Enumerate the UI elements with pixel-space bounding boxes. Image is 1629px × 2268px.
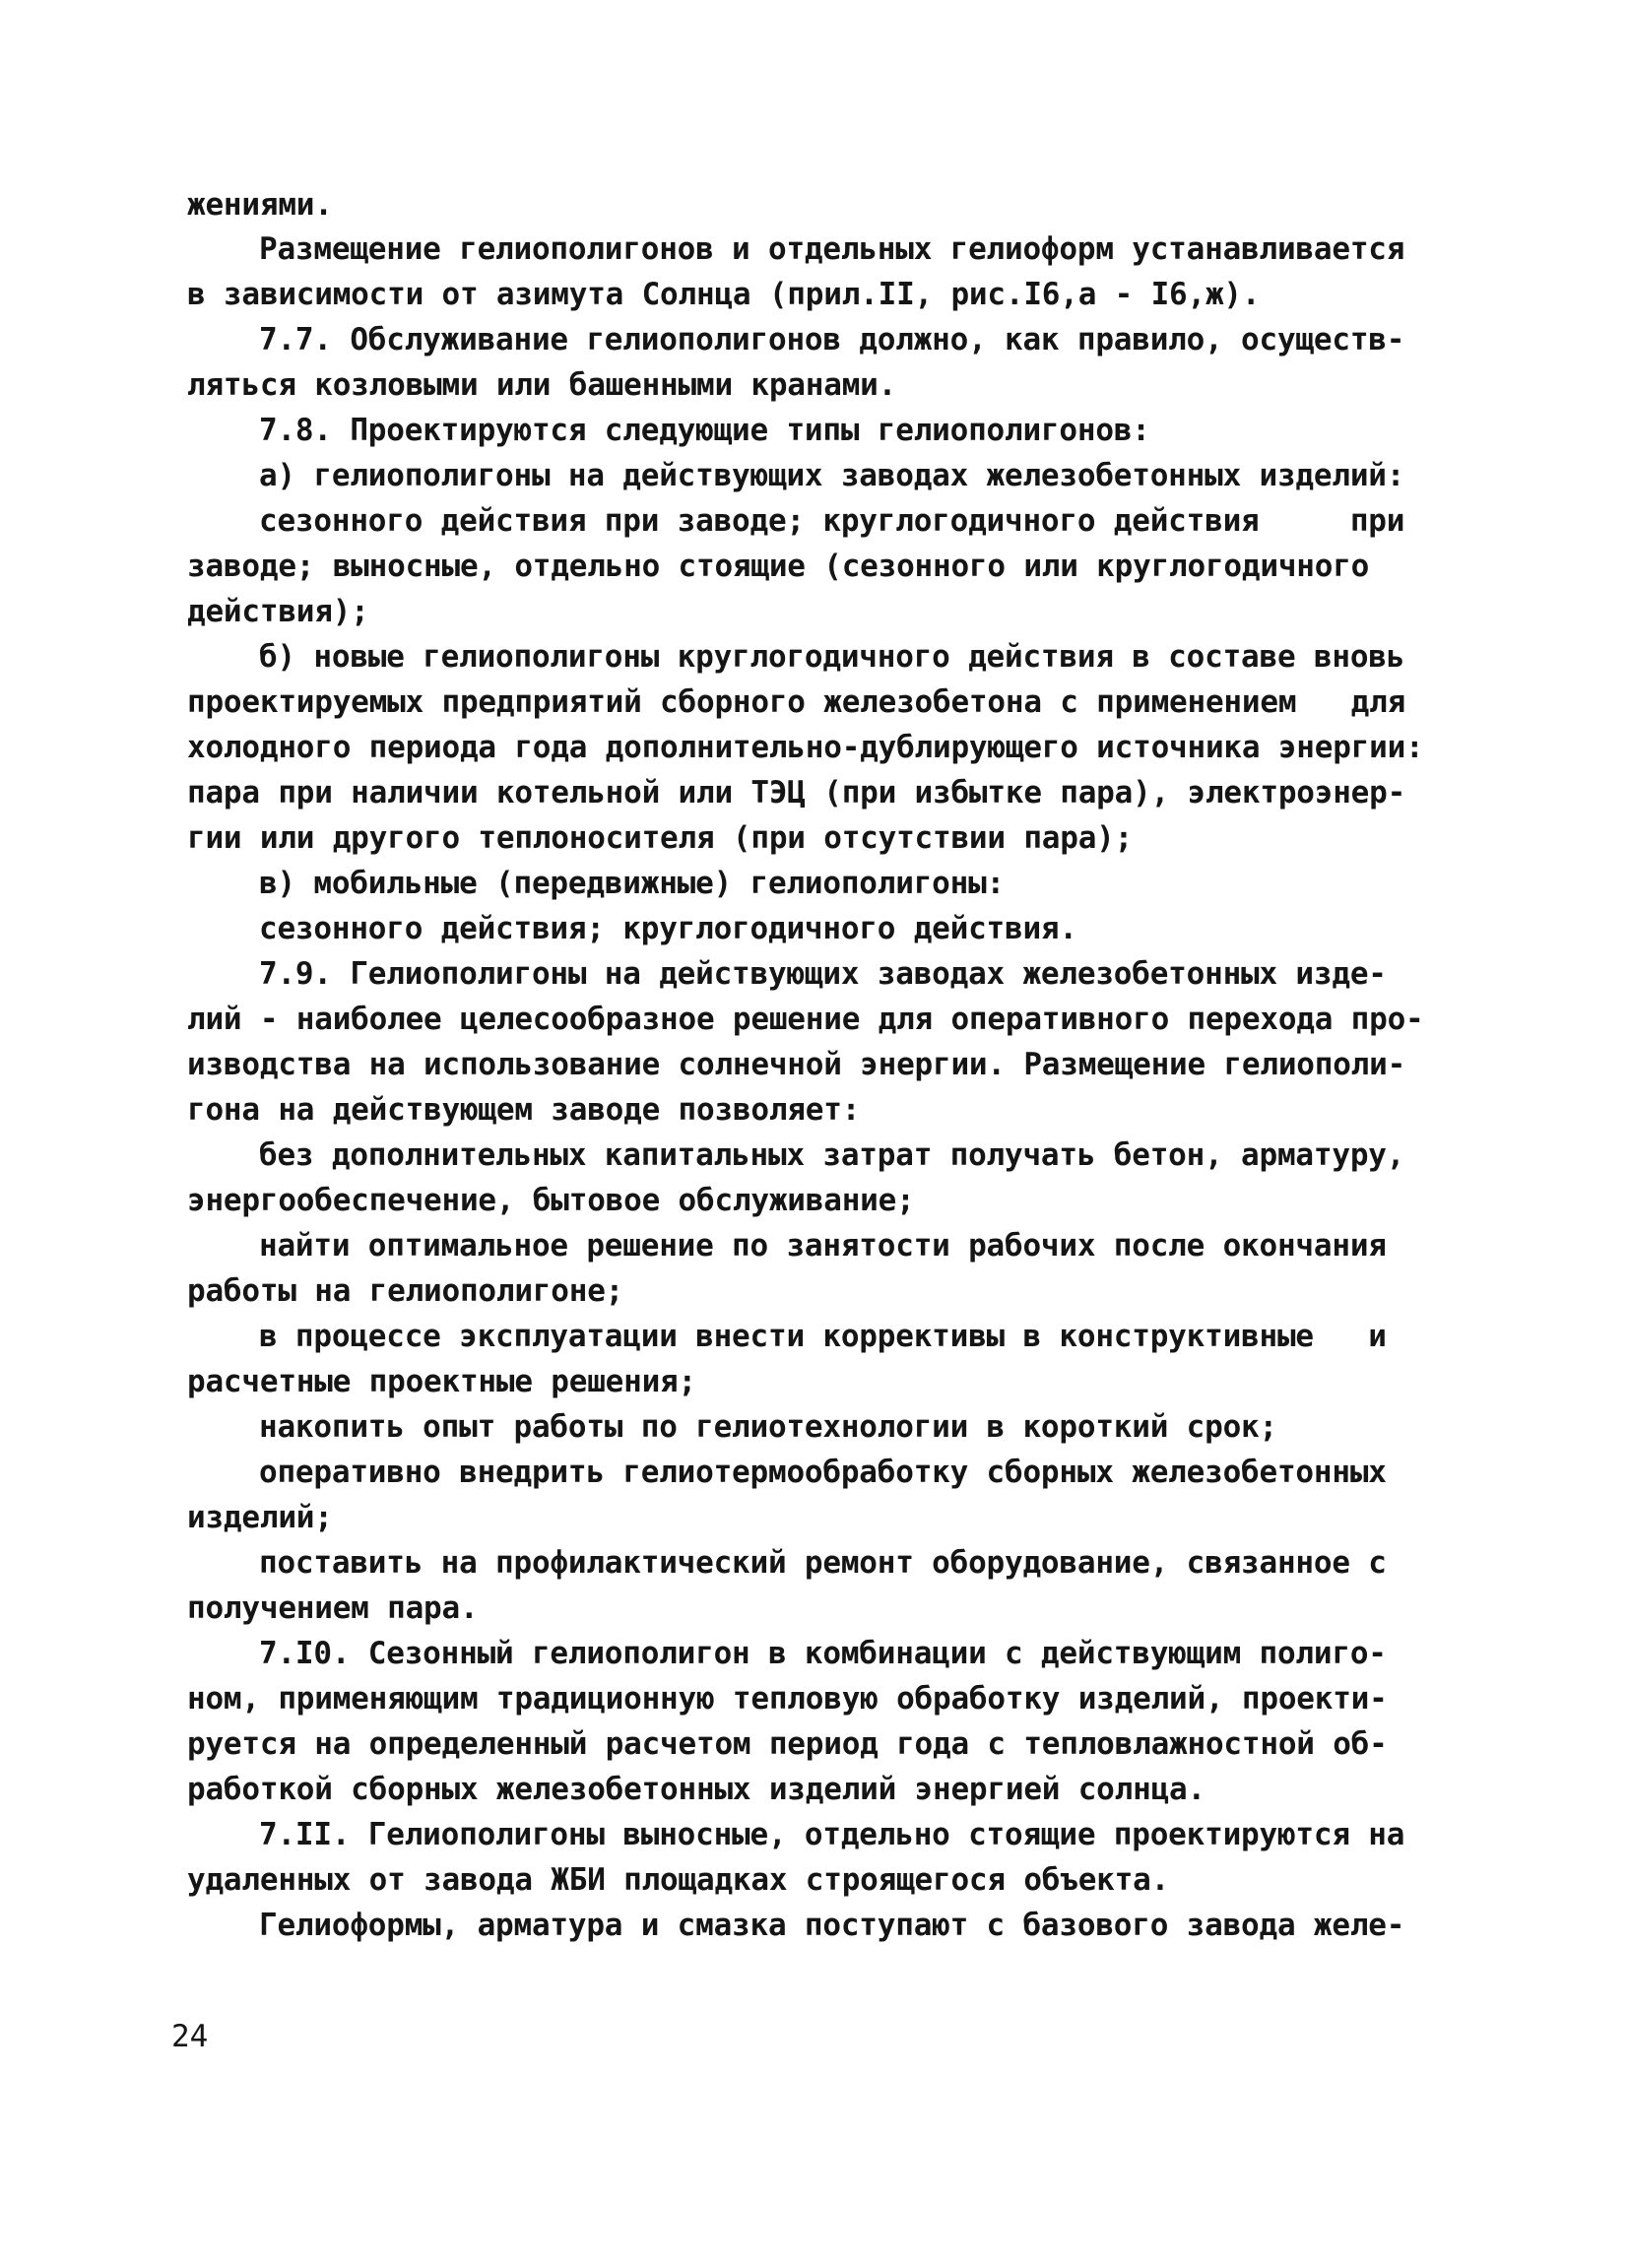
text-line: в процессе эксплуатации внести коррективы в конструктивные и [259,1319,1387,1354]
text-line: работкой сборных железобетонных изделий энергией солнца. [187,1772,1205,1807]
text-line: а) гелиополигоны на действующих заводах железобетонных изделий: [259,458,1405,493]
page-number: 24 [171,2019,209,2054]
text-line: гии или другого теплоносителя (при отсутствии пара); [187,820,1134,856]
text-line: 7.9. Гелиополигоны на действующих заводах железобетонных изде- [259,956,1387,992]
text-line: проектируемых предприятий сборного железобетона с применением для [187,684,1406,720]
text-line: поставить на профилактический ремонт оборудование, связанное с [259,1545,1387,1581]
text-line: энергообеспечение, бытовое обслуживание; [187,1183,915,1218]
text-line: сезонного действия при заводе; круглогодичного действия при [259,503,1405,539]
text-line: расчетные проектные решения; [187,1364,696,1399]
text-line: оперативно внедрить гелиотермообработку сборных железобетонных [259,1455,1387,1490]
text-line: заводе; выносные, отдельно стоящие (сезонного или круглогодичного [187,549,1370,584]
text-line: в зависимости от азимута Солнца (прил.II, рис.I6,а - I6,ж). [187,277,1261,312]
text-line: жениями. [187,187,333,223]
text-line: ляться козловыми или башенными кранами. [187,367,897,403]
text-line: 7.I0. Сезонный гелиополигон в комбинации с действующим полиго- [259,1636,1387,1671]
text-line: сезонного действия; круглогодичного действия. [259,911,1077,946]
text-line: гона на действующем заводе позволяет: [187,1092,861,1128]
text-line: без дополнительных капитальных затрат получать бетон, арматуру, [259,1137,1405,1173]
text-line: Гелиоформы, арматура и смазка поступают с базового завода желе- [259,1908,1405,1943]
text-line: ном, применяющим традиционную тепловую обработку изделий, проекти- [187,1681,1388,1717]
text-line: получением пара. [187,1590,479,1626]
text-line: 7.8. Проектируются следующие типы гелиополигонов: [259,413,1150,448]
text-line: б) новые гелиополигоны круглогодичного действия в составе вновь [259,639,1405,675]
text-line: 7.II. Гелиополигоны выносные, отдельно стоящие проектируются на [259,1817,1405,1852]
text-line: работы на гелиополигоне; [187,1273,624,1309]
text-line: холодного периода года дополнительно-дублирующего источника энергии: [187,730,1424,765]
text-line: руется на определенный расчетом период года с тепловлажностной об- [187,1726,1388,1762]
text-line: найти оптимальное решение по занятости рабочих после окончания [259,1228,1387,1264]
text-line: действия); [187,594,369,629]
text-line: лий - наиболее целесообразное решение для оперативного перехода про- [187,1002,1424,1037]
text-line: Размещение гелиополигонов и отдельных гелиоформ устанавливается [259,231,1405,267]
text-line: изделий; [187,1500,333,1535]
text-line: 7.7. Обслуживание гелиополигонов должно, как правило, осуществ- [259,322,1405,357]
text-line: изводства на использование солнечной энергии. Размещение гелиополи- [187,1047,1406,1082]
text-line: в) мобильные (передвижные) гелиополигоны: [259,866,1006,901]
text-line: пара при наличии котельной или ТЭЦ (при избытке пара), электроэнер- [187,775,1406,810]
text-line: удаленных от завода ЖБИ площадках строящегося объекта. [187,1862,1170,1898]
text-line: накопить опыт работы по гелиотехнологии в короткий срок; [259,1409,1277,1445]
